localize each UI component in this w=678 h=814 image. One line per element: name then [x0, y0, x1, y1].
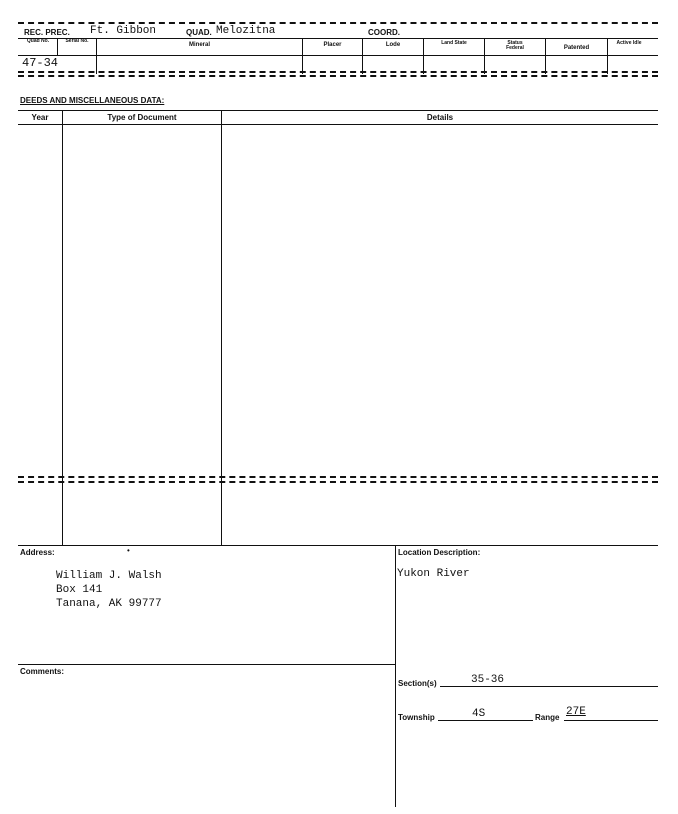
range-label: Range: [535, 713, 560, 722]
deeds-rule-head: [18, 124, 658, 125]
rec-prec-value: Ft. Gibbon: [90, 25, 157, 37]
deeds-col-details: Details: [426, 113, 454, 122]
deeds-col-year: Year: [31, 113, 49, 122]
deeds-dashed-2: [18, 481, 658, 483]
header-rule-top: [18, 38, 658, 39]
col-active-idle: Active Idle: [616, 40, 642, 46]
col-sep-8: [607, 38, 608, 74]
quad-label: QUAD.: [186, 28, 212, 37]
col-status-federal: Status Federal: [506, 40, 524, 51]
quad-no-value: 47-34: [22, 56, 59, 70]
header-rule-dashed-2: [18, 75, 658, 77]
bottom-center-sep: [395, 545, 396, 807]
sections-label: Section(s): [398, 679, 437, 688]
range-value: 27E: [566, 706, 586, 718]
col-serial-no: Serial No.: [65, 38, 89, 44]
deeds-col-type: Type of Document: [107, 113, 177, 122]
township-underline: [438, 720, 533, 721]
township-label: Township: [398, 713, 435, 722]
col-mineral: Mineral: [188, 42, 210, 48]
deeds-dashed-1: [18, 476, 658, 478]
sections-underline: [440, 686, 658, 687]
deeds-title: DEEDS AND MISCELLANEOUS DATA:: [20, 96, 165, 105]
col-land-state: Land State: [441, 40, 467, 46]
deeds-rule-top: [18, 110, 658, 111]
top-dashed-rule: [18, 22, 658, 24]
col-quad-no: Quad No.: [26, 38, 50, 44]
col-sep-6: [484, 38, 485, 74]
address-line-3: Tanana, AK 99777: [56, 598, 162, 610]
sections-value: 35-36: [471, 674, 505, 686]
address-label: Address:: [20, 548, 55, 557]
col-patented: Patented: [563, 45, 590, 51]
col-lode: Lode: [385, 42, 401, 48]
col-sep-7: [545, 38, 546, 74]
township-value: 4S: [472, 708, 486, 720]
col-placer: Placer: [323, 42, 342, 48]
col-sep-5: [423, 38, 424, 74]
location-label: Location Description:: [398, 548, 481, 557]
location-value: Yukon River: [397, 568, 470, 580]
rec-prec-label: REC. PREC.: [24, 28, 70, 37]
comments-label: Comments:: [20, 667, 65, 676]
address-bullet: •: [127, 546, 130, 555]
col-sep-1: [57, 38, 58, 55]
range-underline: [564, 720, 658, 721]
comments-rule: [18, 664, 395, 665]
header-rule-mid: [18, 55, 658, 56]
address-line-2: Box 141: [56, 584, 103, 596]
address-line-1: William J. Walsh: [56, 570, 162, 582]
quad-value: Melozitna: [216, 25, 276, 37]
header-rule-dashed-1: [18, 71, 658, 73]
coord-label: COORD.: [368, 28, 400, 37]
bottom-rule-top: [18, 545, 658, 546]
